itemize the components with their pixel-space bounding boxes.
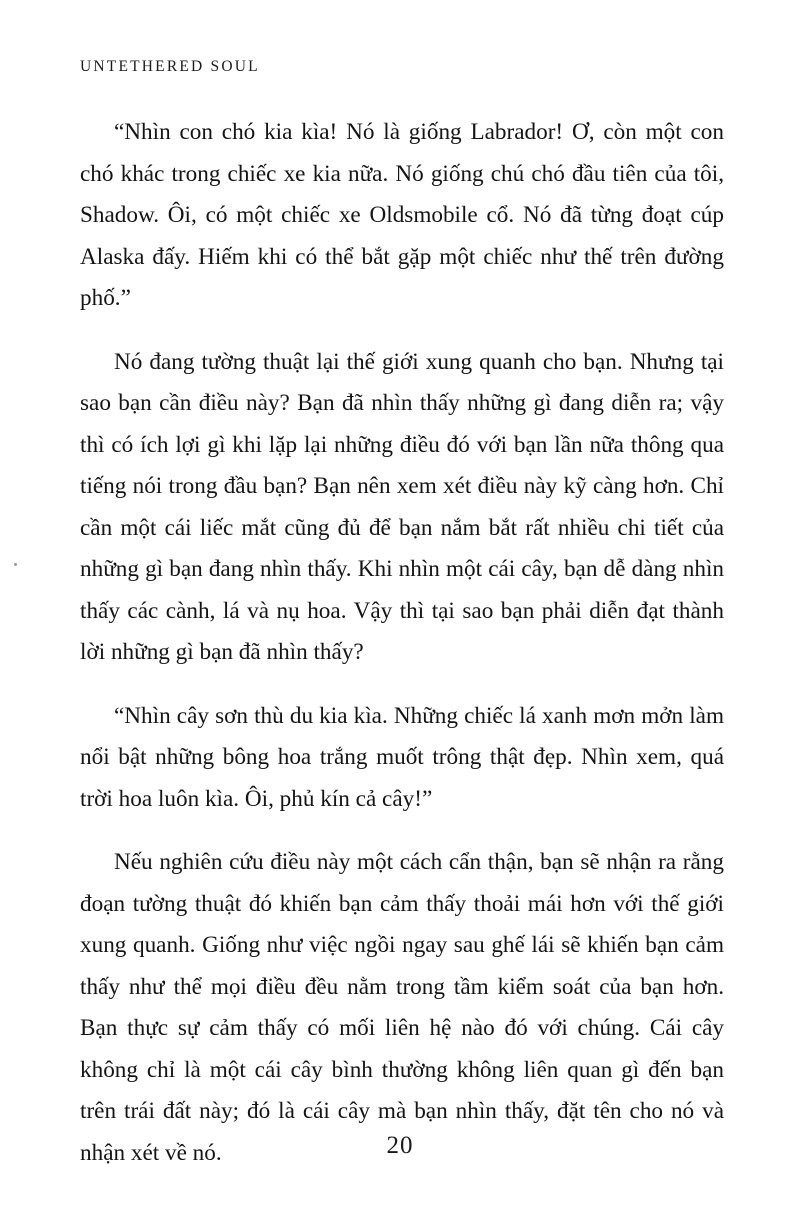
margin-mark-dot: [14, 563, 17, 566]
page-number: 20: [386, 1132, 414, 1159]
body-text-block: [80, 112, 724, 1196]
paragraph-body-2: Nếu nghiên cứu điều này một cách cẩn thận, bạn sẽ nhận ra rằng đoạn tường thuật đó khiến bạn cảm thấy thoải mái hơn với thế giới xung quanh. Giống như việc ngồi ngay sau ghế lái sẽ khiến bạn cảm thấy như thể mọi điều đều nằm trong tầm kiểm soát của bạn hơn. Bạn thực sự cảm thấy có mối liên hệ nào đó với chúng. Cái cây không chỉ là một cái cây bình thường không liên quan gì đến bạn trên trái đất này; đó là cái cây mà bạn nhìn thấy, đặt tên cho nó và nhận xét về nó.: [80, 849, 724, 1166]
paragraph-quote-1: “Nhìn con chó kia kìa! Nó là giống Labrador! Ơ, còn một con chó khác trong chiếc xe kia nữa. Nó giống chú chó đầu tiên của tôi, Shadow. Ôi, có một chiếc xe Oldsmobile cổ. Nó đã từng đoạt cúp Alaska đấy. Hiếm khi có thể bắt gặp một chiếc như thế trên đường phố.”: [80, 119, 724, 311]
paragraph-quote-2: “Nhìn cây sơn thù du kia kìa. Những chiếc lá xanh mơn mởn làm nổi bật những bông hoa trắng muốt trông thật đẹp. Nhìn xem, quá trời hoa luôn kìa. Ôi, phủ kín cả cây!”: [80, 702, 724, 812]
running-head: UNTETHERED SOUL: [80, 58, 260, 75]
paragraph-body-1: Nó đang tường thuật lại thế giới xung quanh cho bạn. Nhưng tại sao bạn cần điều này? Bạn đã nhìn thấy những gì đang diễn ra; vậy thì có ích lợi gì khi lặp lại những điều đó với bạn lần nữa thông qua tiếng nói trong đầu bạn? Bạn nên xem xét điều này kỹ càng hơn. Chỉ cần một cái liếc mắt cũng đủ để bạn nắm bắt rất nhiều chi tiết của những gì bạn đang nhìn thấy. Khi nhìn một cái cây, bạn dễ dàng nhìn thấy các cành, lá và nụ hoa. Vậy thì tại sao bạn phải diễn đạt thành lời những gì bạn đã nhìn thấy?: [80, 348, 724, 665]
